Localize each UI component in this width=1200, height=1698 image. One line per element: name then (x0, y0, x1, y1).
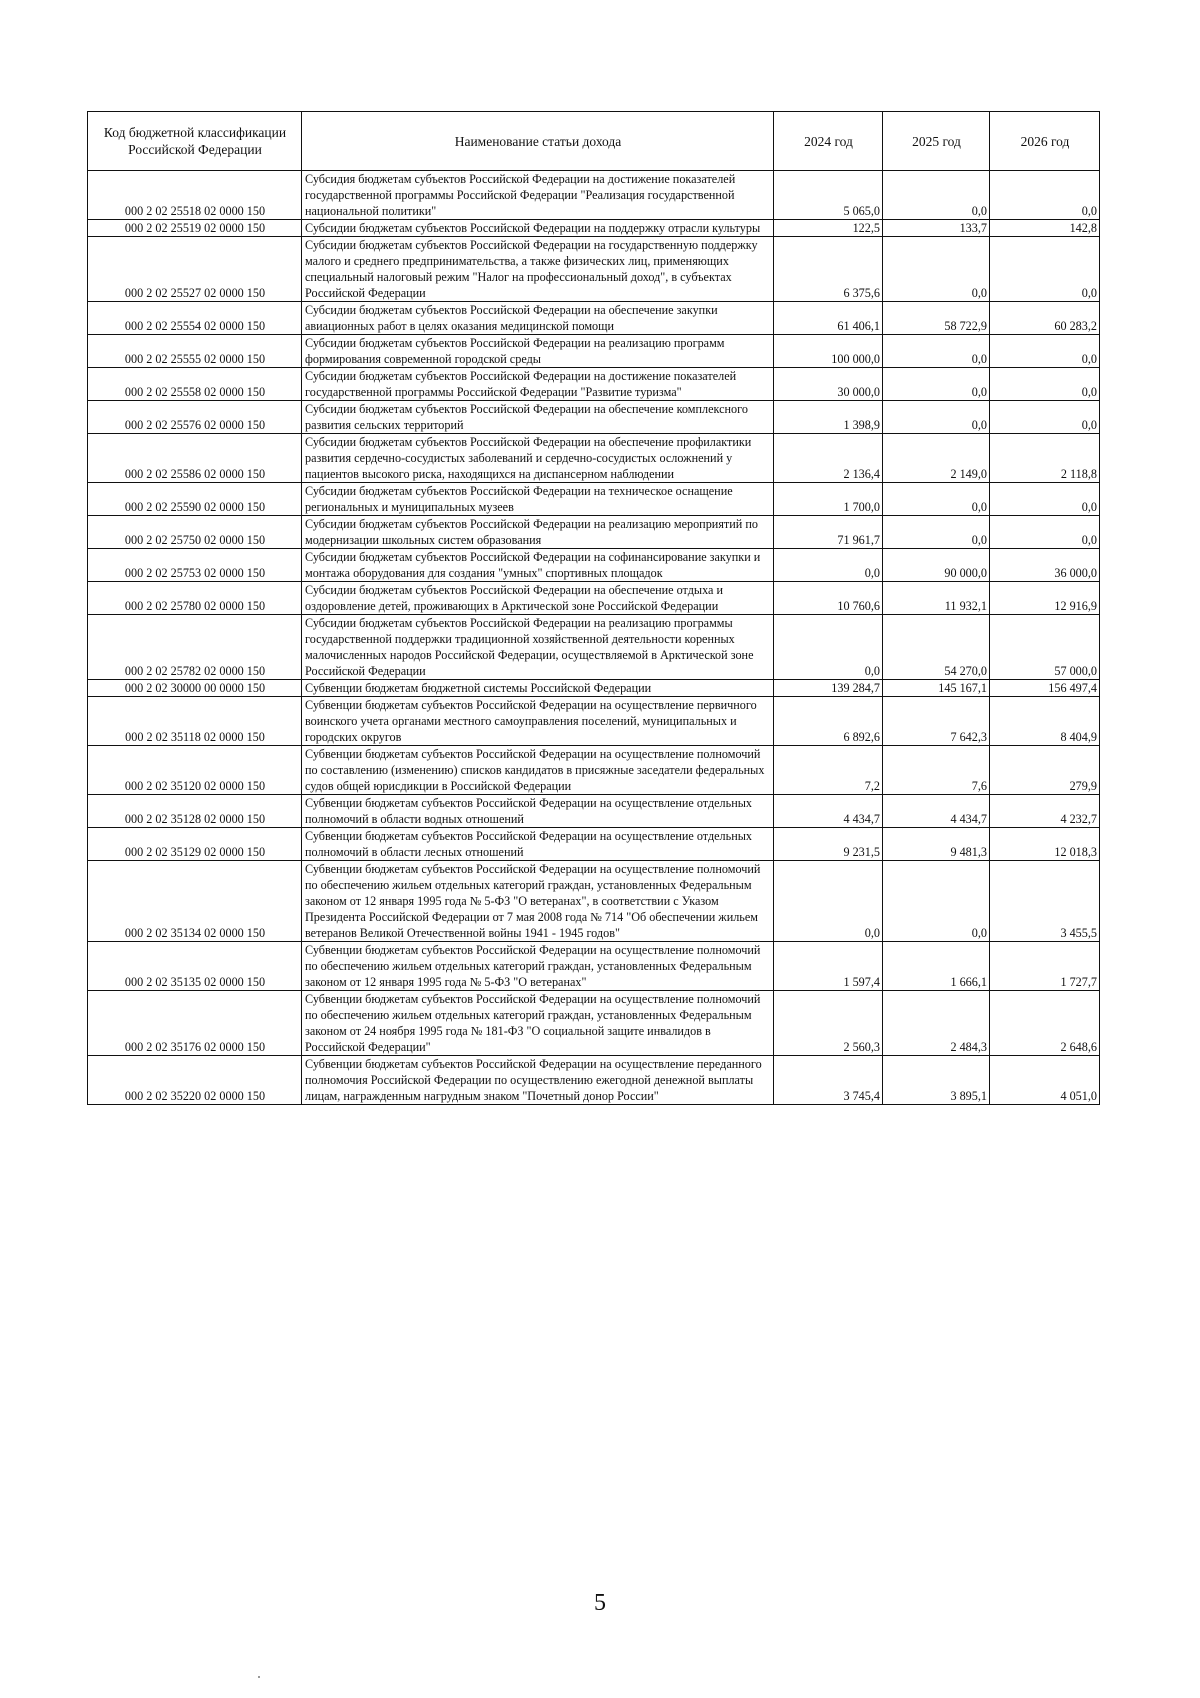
value-2025-cell: 7,6 (883, 746, 990, 795)
value-2026-cell: 156 497,4 (990, 680, 1100, 697)
name-cell: Субсидия бюджетам субъектов Российской Федерации на достижение показателей государственной программы Российской Федерации "Реализация государственной национальной политики" (302, 171, 774, 220)
revenue-table (87, 111, 1100, 1105)
name-cell: Субсидии бюджетам субъектов Российской Федерации на обеспечение отдыха и оздоровление детей, проживающих в Арктической зоне Российской Федерации (302, 582, 774, 615)
value-2026-cell: 1 727,7 (990, 942, 1100, 991)
value-2025-cell: 0,0 (883, 483, 990, 516)
code-cell: 000 2 02 25586 02 0000 150 (88, 434, 302, 483)
code-cell: 000 2 02 35120 02 0000 150 (88, 746, 302, 795)
value-2025-cell: 145 167,1 (883, 680, 990, 697)
code-cell: 000 2 02 35118 02 0000 150 (88, 697, 302, 746)
value-2024-cell: 4 434,7 (774, 795, 883, 828)
code-cell: 000 2 02 25558 02 0000 150 (88, 368, 302, 401)
value-2025-cell: 0,0 (883, 861, 990, 942)
value-2026-cell: 12 916,9 (990, 582, 1100, 615)
name-cell: Субсидии бюджетам субъектов Российской Федерации на реализацию мероприятий по модернизации школьных систем образования (302, 516, 774, 549)
value-2024-cell: 10 760,6 (774, 582, 883, 615)
header-name: Наименование статьи дохода (302, 112, 774, 171)
value-2024-cell: 30 000,0 (774, 368, 883, 401)
table-row (88, 434, 1100, 483)
table-row (88, 795, 1100, 828)
value-2026-cell: 0,0 (990, 335, 1100, 368)
header-2025: 2025 год (883, 112, 990, 171)
value-2025-cell: 58 722,9 (883, 302, 990, 335)
value-2024-cell: 2 136,4 (774, 434, 883, 483)
value-2024-cell: 71 961,7 (774, 516, 883, 549)
code-cell: 000 2 02 35220 02 0000 150 (88, 1056, 302, 1105)
value-2025-cell: 0,0 (883, 237, 990, 302)
value-2024-cell: 1 597,4 (774, 942, 883, 991)
name-cell: Субвенции бюджетам субъектов Российской Федерации на осуществление полномочий по составлению (изменению) списков кандидатов в присяжные заседатели федеральных судов общей юрисдикции в Российской Федерации (302, 746, 774, 795)
name-cell: Субвенции бюджетам субъектов Российской Федерации на осуществление полномочий по обеспечению жильем отдельных категорий граждан, установленных Федеральным законом от 12 января 1995 года № 5-ФЗ "О ветеранах" (302, 942, 774, 991)
code-cell: 000 2 02 25750 02 0000 150 (88, 516, 302, 549)
name-cell: Субвенции бюджетам субъектов Российской Федерации на осуществление отдельных полномочий в области лесных отношений (302, 828, 774, 861)
name-cell: Субсидии бюджетам субъектов Российской Федерации на реализацию программы государственной поддержки традиционной хозяйственной деятельности коренных малочисленных народов Российской Федерации, осуществляемой в Арктической зоне Российской Федерации (302, 615, 774, 680)
value-2025-cell: 1 666,1 (883, 942, 990, 991)
code-cell: 000 2 02 35134 02 0000 150 (88, 861, 302, 942)
code-cell: 000 2 02 25590 02 0000 150 (88, 483, 302, 516)
value-2026-cell: 3 455,5 (990, 861, 1100, 942)
table-row (88, 335, 1100, 368)
name-cell: Субсидии бюджетам субъектов Российской Федерации на реализацию программ формирования современной городской среды (302, 335, 774, 368)
name-cell: Субвенции бюджетам субъектов Российской Федерации на осуществление переданного полномочия Российской Федерации по осуществлению ежегодной денежной выплаты лицам, награжденным нагрудным знаком "Почетный донор России" (302, 1056, 774, 1105)
value-2024-cell: 5 065,0 (774, 171, 883, 220)
value-2026-cell: 0,0 (990, 516, 1100, 549)
code-cell: 000 2 02 25780 02 0000 150 (88, 582, 302, 615)
table-body (88, 171, 1100, 1105)
table-row (88, 828, 1100, 861)
code-cell: 000 2 02 30000 00 0000 150 (88, 680, 302, 697)
name-cell: Субсидии бюджетам субъектов Российской Федерации на государственную поддержку малого и среднего предпринимательства, а также физических лиц, применяющих специальный налоговый режим "Налог на профессиональный доход", в субъектах Российской Федерации (302, 237, 774, 302)
value-2024-cell: 7,2 (774, 746, 883, 795)
value-2026-cell: 279,9 (990, 746, 1100, 795)
table-row (88, 615, 1100, 680)
table-row (88, 746, 1100, 795)
value-2025-cell: 0,0 (883, 335, 990, 368)
value-2024-cell: 100 000,0 (774, 335, 883, 368)
value-2025-cell: 0,0 (883, 516, 990, 549)
value-2026-cell: 57 000,0 (990, 615, 1100, 680)
name-cell: Субсидии бюджетам субъектов Российской Федерации на достижение показателей государственной программы Российской Федерации "Развитие туризма" (302, 368, 774, 401)
value-2025-cell: 133,7 (883, 220, 990, 237)
value-2025-cell: 7 642,3 (883, 697, 990, 746)
value-2026-cell: 142,8 (990, 220, 1100, 237)
value-2026-cell: 4 232,7 (990, 795, 1100, 828)
code-cell: 000 2 02 25518 02 0000 150 (88, 171, 302, 220)
table-row (88, 483, 1100, 516)
table-row (88, 1056, 1100, 1105)
value-2025-cell: 9 481,3 (883, 828, 990, 861)
value-2024-cell: 139 284,7 (774, 680, 883, 697)
table-row (88, 991, 1100, 1056)
value-2024-cell: 61 406,1 (774, 302, 883, 335)
table-row (88, 680, 1100, 697)
code-cell: 000 2 02 25519 02 0000 150 (88, 220, 302, 237)
value-2026-cell: 0,0 (990, 483, 1100, 516)
name-cell: Субвенции бюджетам субъектов Российской Федерации на осуществление полномочий по обеспечению жильем отдельных категорий граждан, установленных Федеральным законом от 24 ноября 1995 года № 181-ФЗ "О социальной защите инвалидов в Российской Федерации" (302, 991, 774, 1056)
value-2026-cell: 0,0 (990, 368, 1100, 401)
name-cell: Субсидии бюджетам субъектов Российской Федерации на обеспечение закупки авиационных работ в целях оказания медицинской помощи (302, 302, 774, 335)
value-2025-cell: 11 932,1 (883, 582, 990, 615)
code-cell: 000 2 02 35176 02 0000 150 (88, 991, 302, 1056)
value-2026-cell: 12 018,3 (990, 828, 1100, 861)
value-2026-cell: 0,0 (990, 401, 1100, 434)
name-cell: Субвенции бюджетам субъектов Российской Федерации на осуществление полномочий по обеспечению жильем отдельных категорий граждан, установленных Федеральным законом от 12 января 1995 года № 5-ФЗ "О ветеранах", в соответствии с Указом Президента Российской Федерации от 7 мая 2008 года № 714 "Об обеспечении жильем ветеранов Великой Отечественной войны 1941 - 1945 годов" (302, 861, 774, 942)
code-cell: 000 2 02 25554 02 0000 150 (88, 302, 302, 335)
table-row (88, 171, 1100, 220)
name-cell: Субвенции бюджетам субъектов Российской Федерации на осуществление первичного воинского учета органами местного самоуправления поселений, муниципальных и городских округов (302, 697, 774, 746)
value-2026-cell: 36 000,0 (990, 549, 1100, 582)
value-2025-cell: 2 484,3 (883, 991, 990, 1056)
code-cell: 000 2 02 25782 02 0000 150 (88, 615, 302, 680)
value-2025-cell: 0,0 (883, 171, 990, 220)
name-cell: Субвенции бюджетам бюджетной системы Российской Федерации (302, 680, 774, 697)
scan-speck (258, 1676, 260, 1678)
table-row (88, 516, 1100, 549)
code-cell: 000 2 02 25753 02 0000 150 (88, 549, 302, 582)
value-2025-cell: 2 149,0 (883, 434, 990, 483)
value-2025-cell: 0,0 (883, 401, 990, 434)
header-code: Код бюджетной классификации Российской Федерации (88, 112, 302, 171)
header-2026: 2026 год (990, 112, 1100, 171)
value-2024-cell: 1 398,9 (774, 401, 883, 434)
table-row (88, 861, 1100, 942)
table-row (88, 942, 1100, 991)
value-2025-cell: 54 270,0 (883, 615, 990, 680)
value-2025-cell: 0,0 (883, 368, 990, 401)
value-2026-cell: 0,0 (990, 237, 1100, 302)
value-2026-cell: 4 051,0 (990, 1056, 1100, 1105)
page-number: 5 (594, 1590, 606, 1616)
code-cell: 000 2 02 35129 02 0000 150 (88, 828, 302, 861)
value-2024-cell: 1 700,0 (774, 483, 883, 516)
value-2024-cell: 0,0 (774, 615, 883, 680)
value-2026-cell: 0,0 (990, 171, 1100, 220)
value-2025-cell: 4 434,7 (883, 795, 990, 828)
value-2024-cell: 6 375,6 (774, 237, 883, 302)
table-row (88, 237, 1100, 302)
name-cell: Субсидии бюджетам субъектов Российской Федерации на софинансирование закупки и монтажа оборудования для создания "умных" спортивных площадок (302, 549, 774, 582)
value-2025-cell: 3 895,1 (883, 1056, 990, 1105)
code-cell: 000 2 02 35128 02 0000 150 (88, 795, 302, 828)
table-row (88, 401, 1100, 434)
code-cell: 000 2 02 25527 02 0000 150 (88, 237, 302, 302)
code-cell: 000 2 02 25555 02 0000 150 (88, 335, 302, 368)
value-2025-cell: 90 000,0 (883, 549, 990, 582)
table-row (88, 697, 1100, 746)
name-cell: Субсидии бюджетам субъектов Российской Федерации на обеспечение комплексного развития сельских территорий (302, 401, 774, 434)
table-row (88, 302, 1100, 335)
name-cell: Субсидии бюджетам субъектов Российской Федерации на техническое оснащение региональных и муниципальных музеев (302, 483, 774, 516)
code-cell: 000 2 02 25576 02 0000 150 (88, 401, 302, 434)
value-2026-cell: 60 283,2 (990, 302, 1100, 335)
header-2024: 2024 год (774, 112, 883, 171)
value-2024-cell: 0,0 (774, 549, 883, 582)
table-row (88, 368, 1100, 401)
value-2026-cell: 8 404,9 (990, 697, 1100, 746)
name-cell: Субвенции бюджетам субъектов Российской Федерации на осуществление отдельных полномочий в области водных отношений (302, 795, 774, 828)
table-row (88, 220, 1100, 237)
table-row (88, 549, 1100, 582)
name-cell: Субсидии бюджетам субъектов Российской Федерации на обеспечение профилактики развития сердечно-сосудистых заболеваний и сердечно-сосудистых осложнений у пациентов высокого риска, находящихся на диспансерном наблюдении (302, 434, 774, 483)
value-2026-cell: 2 648,6 (990, 991, 1100, 1056)
table-header-row (88, 112, 1100, 171)
value-2024-cell: 0,0 (774, 861, 883, 942)
code-cell: 000 2 02 35135 02 0000 150 (88, 942, 302, 991)
name-cell: Субсидии бюджетам субъектов Российской Федерации на поддержку отрасли культуры (302, 220, 774, 237)
value-2024-cell: 9 231,5 (774, 828, 883, 861)
value-2024-cell: 122,5 (774, 220, 883, 237)
table-row (88, 582, 1100, 615)
value-2024-cell: 6 892,6 (774, 697, 883, 746)
value-2026-cell: 2 118,8 (990, 434, 1100, 483)
value-2024-cell: 3 745,4 (774, 1056, 883, 1105)
value-2024-cell: 2 560,3 (774, 991, 883, 1056)
